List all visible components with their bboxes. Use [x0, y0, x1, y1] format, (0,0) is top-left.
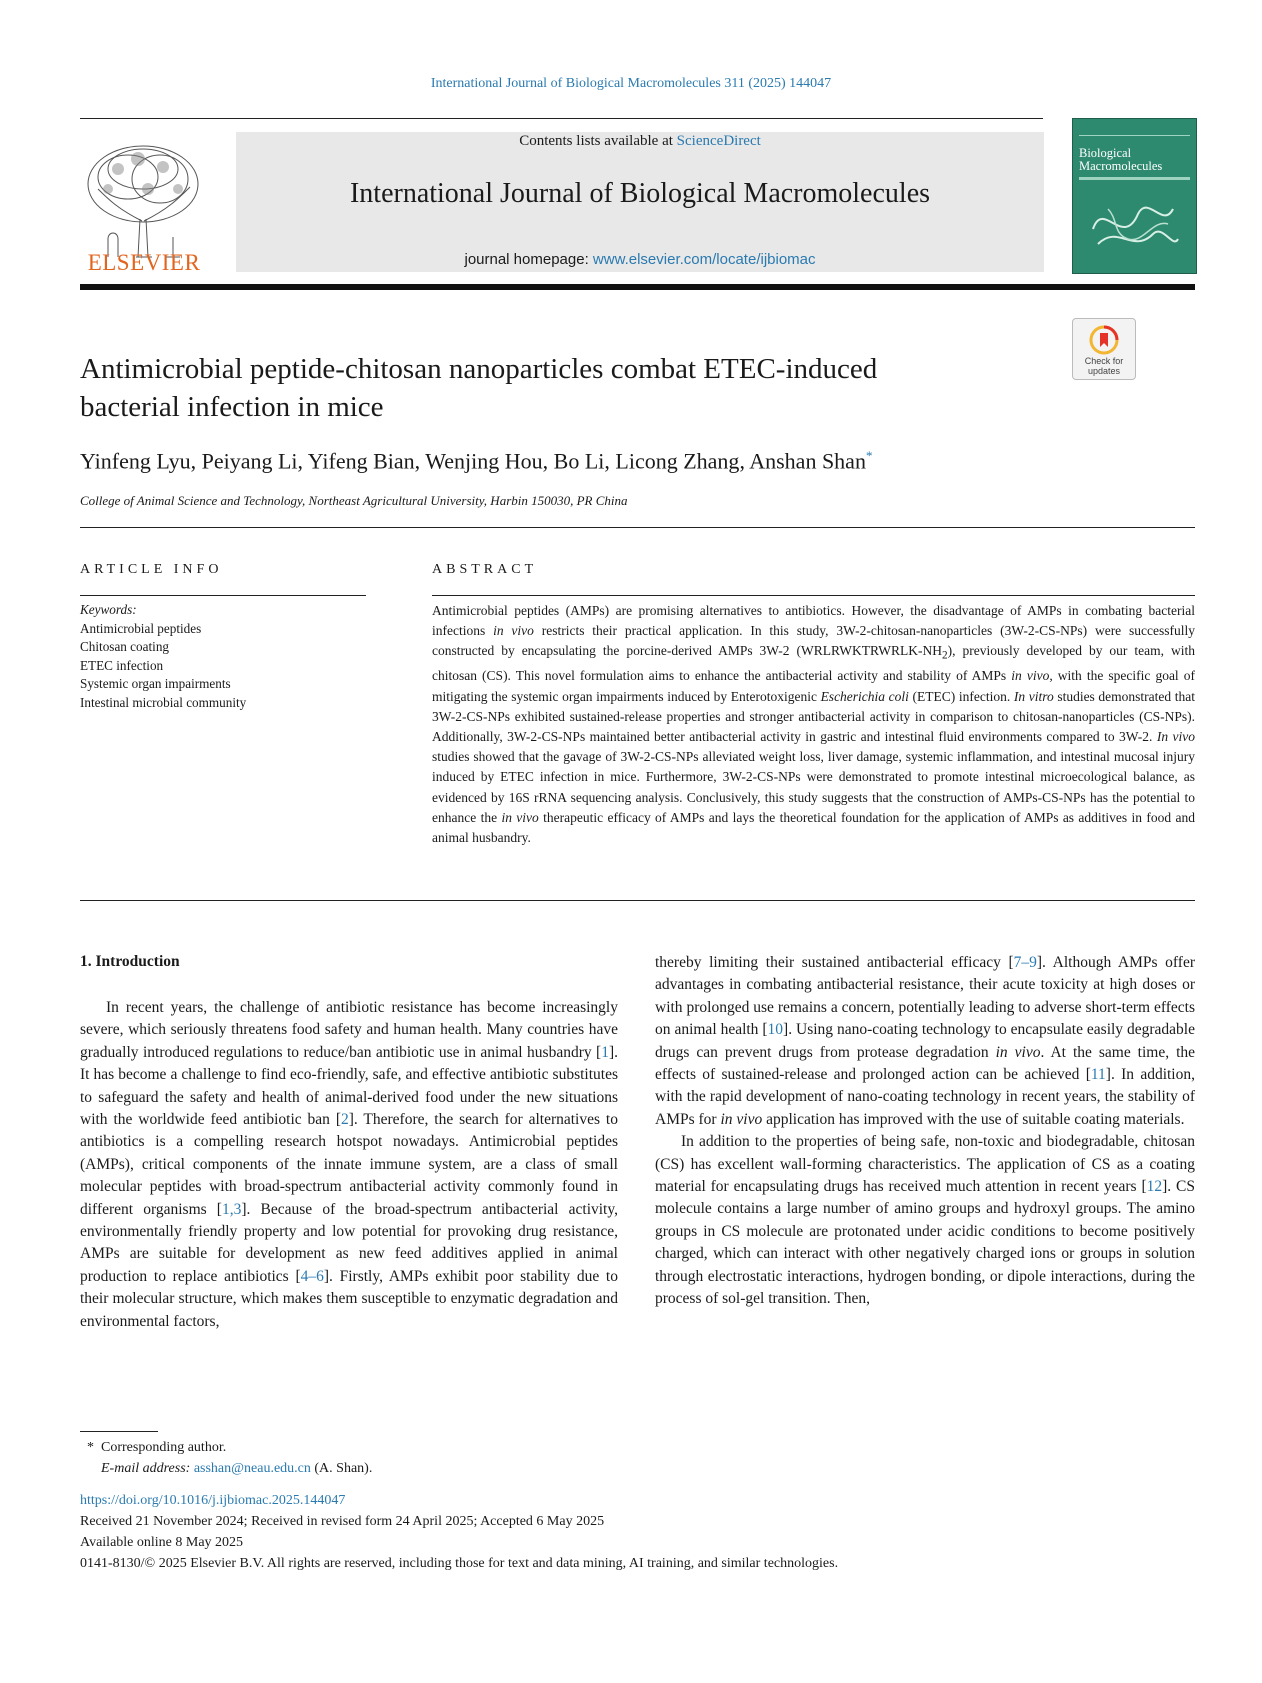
author-name[interactable]: Anshan Shan [749, 448, 866, 474]
email-label: E-mail address: [101, 1461, 191, 1476]
abstract-text-segment: studies showed that the gavage of 3W-2-CS-NPs alleviated weight loss, liver damage, systemic inflammation, and intestinal mucosal injury induced by ETEC infection in mice. Furthermore, 3W-2-CS-NPs were demonstrated to promote intestinal microecological balance, as evidenced by 16S rRNA sequencing analysis. Conclusively, this study suggests that the construction of AMPs-CS-NPs has the potential to enhance the [432, 749, 1195, 825]
keyword-item: Intestinal microbial community [80, 694, 247, 710]
article-info-divider [80, 595, 366, 596]
copyright-notice: 0141-8130/© 2025 Elsevier B.V. All rights are reserved, including those for text and data mining, AI training, and similar technologies. [80, 1556, 839, 1571]
citation-link[interactable]: 2 [340, 1111, 349, 1129]
text-segment: ]. Although AMPs offer advantages in combating antibacterial resistance, their acute toxicity at high doses or with prolonged use remains a concern, potentially leading to adverse short-term effects on animal health [ [655, 954, 1195, 1039]
abstract-text-segment: ), previously developed by our team, with chitosan (CS). This novel formulation aims to enhance the antibacterial activity and stability of AMPs [432, 643, 1195, 684]
italic-segment: in vivo [995, 1043, 1041, 1061]
homepage-line [236, 251, 1044, 268]
check-line1: Check for [1084, 356, 1124, 366]
abstract-italic-segment: in vivo [493, 623, 534, 639]
cover-title [1079, 147, 1162, 173]
author-list: Yinfeng Lyu, Peiyang Li, Yifeng Bian, Wenjing Hou, Bo Li, Licong Zhang, Anshan Shan* [80, 448, 873, 474]
abstract-divider [432, 595, 1195, 596]
publisher-name: ELSEVIER [87, 250, 201, 275]
citation-link[interactable]: 10 [767, 1021, 784, 1039]
author-name[interactable]: Licong Zhang [615, 448, 740, 474]
abstract-text-segment: therapeutic efficacy of AMPs and lays the theoretical foundation for the application of AMPs as additives in food and animal husbandry. [432, 809, 1195, 845]
affiliation: College of Animal Science and Technology, Northeast Agricultural University, Harbin 150030, PR China [80, 493, 628, 508]
text-segment: application has improved with the use of suitable coating materials. [762, 1110, 1185, 1128]
intro-paragraph-1 [80, 997, 618, 1333]
journal-title: International Journal of Biological Macromolecules [349, 178, 931, 209]
corresponding-author-text: Corresponding author. [101, 1440, 227, 1455]
abstract-bottom-divider [80, 900, 1195, 901]
author-name[interactable]: Yifeng Bian [307, 448, 415, 474]
footnote-divider [80, 1431, 158, 1432]
text-segment: ]. Because of the broad-spectrum antibacterial activity, environmentally friendly property and low potential for provoking drug resistance, AMPs are suitable for development as new feed additives applied in animal production to replace antibiotics [ [80, 1200, 618, 1285]
intro-paragraph-2 [655, 1131, 1195, 1310]
available-online: Available online 8 May 2025 [80, 1535, 244, 1550]
citation-link[interactable]: 7–9 [1013, 954, 1037, 971]
keyword-item: Chitosan coating [80, 639, 170, 654]
check-line2: updates [1087, 366, 1121, 376]
publication-info [80, 1490, 838, 1574]
abstract-italic-segment: In vivo [1156, 728, 1195, 744]
citation-link[interactable]: 1,3 [221, 1200, 242, 1218]
contents-prefix: Contents lists available at [519, 133, 677, 149]
corresponding-author-mark[interactable]: * [865, 448, 873, 463]
sciencedirect-link[interactable]: ScienceDirect [676, 133, 761, 149]
homepage-prefix: journal homepage: [464, 251, 593, 268]
text-segment: ]. Firstly, AMPs exhibit poor stability due to their molecular structure, which makes them susceptible to enzymatic degradation and environmental factors, [80, 1267, 618, 1330]
email-note [80, 1458, 372, 1479]
journal-citation[interactable]: International Journal of Biological Macromolecules 311 (2025) 144047 [430, 76, 832, 91]
keyword-item: Systemic organ impairments [80, 676, 231, 691]
keywords-label: Keywords: [80, 602, 137, 617]
text-segment: thereby limiting their sustained antibacterial efficacy [ [655, 954, 1014, 971]
corresponding-author-note [80, 1437, 372, 1458]
doi-link[interactable]: https://doi.org/10.1016/j.ijbiomac.2025.144047 [80, 1493, 346, 1508]
author-name[interactable]: Bo Li [553, 448, 605, 474]
journal-cover-thumbnail[interactable] [1072, 118, 1197, 274]
abstract-text-segment: Antimicrobial peptides (AMPs) are promising alternatives to antibiotics. However, the disadvantage of AMPs in combating bacterial infections [432, 603, 1195, 639]
keyword-item: ETEC infection [80, 657, 164, 673]
intro-paragraph-1-continued [655, 952, 1195, 1131]
email-link[interactable]: asshan@neau.edu.cn [193, 1461, 311, 1476]
abstract-italic-segment: In vitro [1013, 688, 1054, 704]
cover-subtitle-strip [1079, 177, 1190, 180]
article-title [80, 350, 980, 426]
check-for-updates-icon [1089, 325, 1119, 355]
abstract-text-segment: restricts their practical application. In this study, 3W-2-chitosan-nanoparticles (3W-2-CS-NPs) were successfully constructed by encapsulating the porcine-derived AMPs 3W-2 (WRLRWKTRWRLK-NH [432, 623, 1195, 659]
header-thick-divider [80, 284, 1195, 290]
author-name[interactable]: Peiyang Li [201, 448, 298, 474]
body-column-left [80, 997, 618, 1333]
text-segment: ]. Using nano-coating technology to encapsulate easily degradable drugs can prevent drugs from protease degradation [655, 1021, 1195, 1061]
introduction-heading: 1. Introduction [80, 953, 180, 970]
text-segment: In recent years, the challenge of antibiotic resistance has become increasingly severe, which seriously threatens food safety and human health. Many countries have gradually introduced regulations to reduce/ban antibiotic use in animal husbandry [ [80, 999, 618, 1061]
journal-homepage-link[interactable]: www.elsevier.com/locate/ijbiomac [592, 251, 816, 268]
footnote-mark: * [87, 1440, 94, 1455]
text-segment: ]. It has become a challenge to find eco-friendly, safe, and effective antibiotic substitutes to safeguard the safety and health of animal-derived food under the new situations with the worldwide feed antibiotic ban [ [80, 1043, 618, 1129]
article-title-line2: bacterial infection in mice [80, 391, 384, 423]
keywords-block [80, 601, 370, 712]
keyword-item: Antimicrobial peptides [80, 620, 202, 636]
citation-link[interactable]: 1 [601, 1043, 609, 1061]
text-segment: . At the same time, the effects of sustained-release and prolonged action can be achieved [ [655, 1043, 1196, 1084]
article-info-heading: ARTICLE INFO [80, 562, 223, 577]
abstract-italic-segment: in vivo [501, 809, 539, 825]
abstract-text-segment: studies demonstrated that 3W-2-CS-NPs exhibited sustained-release properties and stronger antibacterial activity in comparison to chitosan-nanoparticles (CS-NPs). Additionally, 3W-2-CS-NPs maintained better antibacterial activity in gastric and intestinal fluid environments compared to 3W-2. [432, 688, 1196, 744]
cover-title-line2: Macromolecules [1079, 159, 1163, 173]
affiliation-divider [80, 527, 1195, 528]
abstract-italic-segment: in vivo [1011, 668, 1050, 684]
text-segment: In addition to the properties of being safe, non-toxic and biodegradable, chitosan (CS) has excellent wall-forming characteristics. The application of CS as a coating material for encapsulating drugs has received much attention in recent years [ [655, 1133, 1195, 1196]
contents-line [236, 133, 1044, 150]
cover-title-line1: Biological [1079, 146, 1132, 160]
article-title-line1: Antimicrobial peptide-chitosan nanoparticles combat ETEC-induced [80, 353, 878, 385]
received-dates: Received 21 November 2024; Received in revised form 24 April 2025; Accepted 6 May 2025 [80, 1514, 605, 1529]
top-divider [80, 118, 1043, 119]
author-name[interactable]: Wenjing Hou [425, 448, 543, 474]
author-name[interactable]: Yinfeng Lyu [80, 448, 191, 474]
citation-link[interactable]: 12 [1146, 1178, 1163, 1196]
email-suffix: (A. Shan). [310, 1461, 373, 1476]
body-column-right [655, 952, 1195, 1311]
abstract-subscript: 2 [942, 650, 948, 663]
citation-link[interactable]: 4–6 [300, 1267, 324, 1285]
abstract-text [432, 601, 1195, 848]
abstract-italic-segment: Escherichia coli [820, 688, 909, 704]
check-for-updates-button[interactable] [1072, 318, 1136, 380]
citation-link[interactable]: 11 [1090, 1066, 1106, 1084]
cover-protein-art-icon [1083, 189, 1183, 259]
footnote [80, 1437, 372, 1479]
abstract-text-segment: (ETEC) infection. [908, 688, 1014, 704]
text-segment: ]. In addition, with the rapid development of nano-coating technology in recent years, the stability of AMPs for [655, 1066, 1195, 1128]
abstract-heading: ABSTRACT [432, 562, 538, 577]
text-segment: ]. CS molecule contains a large number of amino groups and hydroxyl groups. The amino groups in CS molecule are protonated under acidic conditions to become positively charged, which can interact with other negatively charged ions or groups in solution through electrostatic interactions, hydrogen bonding, or dipole interactions, during the process of sol-gel transition. Then, [655, 1178, 1195, 1308]
text-segment: ]. Therefore, the search for alternatives to antibiotics is a compelling research hotspot nowadays. Antimicrobial peptides (AMPs), critical components of the innate immune system, are a class of small molecular peptides with broad-spectrum antibacterial activity commonly found in different organisms [ [80, 1111, 618, 1218]
check-for-updates-label [1073, 356, 1135, 376]
italic-segment: in vivo [720, 1110, 763, 1128]
abstract-text-segment: , with the specific goal of mitigating the systemic organ impairments induced by Enterotoxigenic [432, 668, 1195, 704]
cover-header-strip [1079, 125, 1190, 136]
